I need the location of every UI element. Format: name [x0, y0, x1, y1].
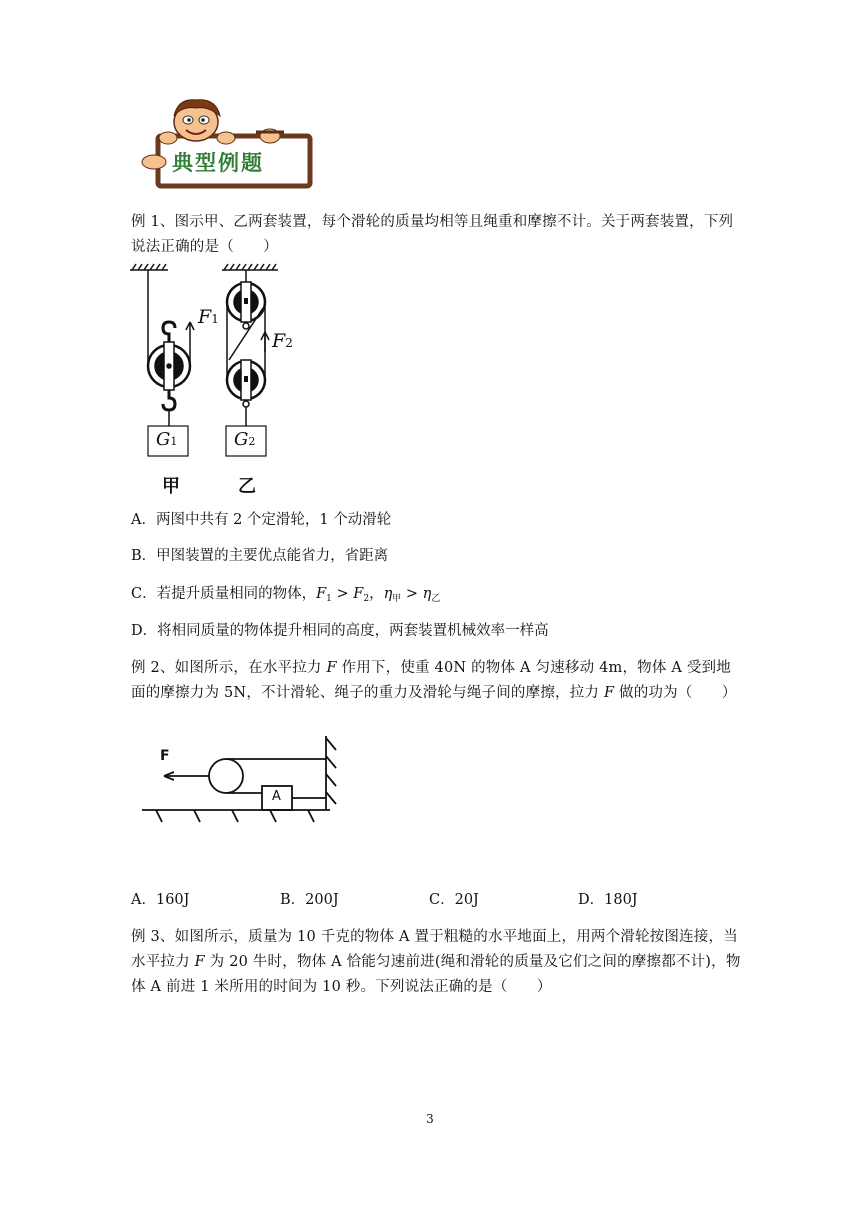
- question-2-stem: 例 2、如图所示，在水平拉力 F 作用下，使重 40N 的物体 A 匀速移动 4m，物体 A 受到地面的摩擦力为 5N，不计滑轮、绳子的重力及滑轮与绳子间的摩擦，拉力 F 做的功为（ ）: [131, 660, 737, 701]
- figure-label-yi: 乙: [238, 476, 256, 497]
- weight-g1-label: G1: [156, 429, 178, 450]
- question-1-option-b: B．甲图装置的主要优点能省力，省距离: [131, 548, 389, 564]
- pulley-figure-1: [126, 262, 306, 498]
- question-1-option-c: C．若提升质量相同的物体，$F_1 > F_2$，$\eta_甲 > \eta_乙$: [131, 586, 441, 604]
- force-f-label: F: [160, 748, 170, 764]
- question-1-stem: 例 1、图示甲、乙两套装置，每个滑轮的质量均相等且绳重和摩擦不计。关于两套装置，下列说法正确的是（ ）: [131, 214, 734, 255]
- pulley-systems-diagram: [126, 262, 306, 498]
- question-2-options: [0, 888, 860, 912]
- cartoon-boy-icon: [138, 96, 318, 192]
- page-number: 3: [426, 1112, 434, 1126]
- example-badge: [138, 96, 318, 192]
- question-1-option-d: D．将相同质量的物体提升相同的高度，两套装置机械效率一样高: [131, 623, 549, 639]
- question-2-option-b: B．200J: [280, 892, 339, 908]
- block-a-label: A: [272, 789, 281, 804]
- figure-label-jia: 甲: [162, 476, 180, 497]
- force-f2-label: F2: [272, 330, 293, 352]
- weight-g2-label: G2: [234, 429, 256, 450]
- question-1-option-a: A．两图中共有 2 个定滑轮，1 个动滑轮: [131, 512, 392, 528]
- question-2-option-d: D．180J: [578, 892, 638, 908]
- force-f1-label: F1: [198, 306, 219, 328]
- badge-label: 典型例题: [172, 150, 264, 175]
- pulley-figure-2: [138, 728, 350, 834]
- horizontal-pulley-diagram: [138, 728, 350, 834]
- question-3-stem: 例 3、如图所示，质量为 10 千克的物体 A 置于粗糙的水平地面上，用两个滑轮按图连接，当水平拉力 F 为 20 牛时，物体 A 恰能匀速前进(绳和滑轮的质量及它们之间的摩擦都不计)，物体 A 前进 1 米所用的时间为 10 秒。下列说法正确的是（ ）: [131, 929, 741, 995]
- question-2-option-a: A．160J: [131, 892, 190, 908]
- question-2-option-c: C．20J: [429, 892, 479, 908]
